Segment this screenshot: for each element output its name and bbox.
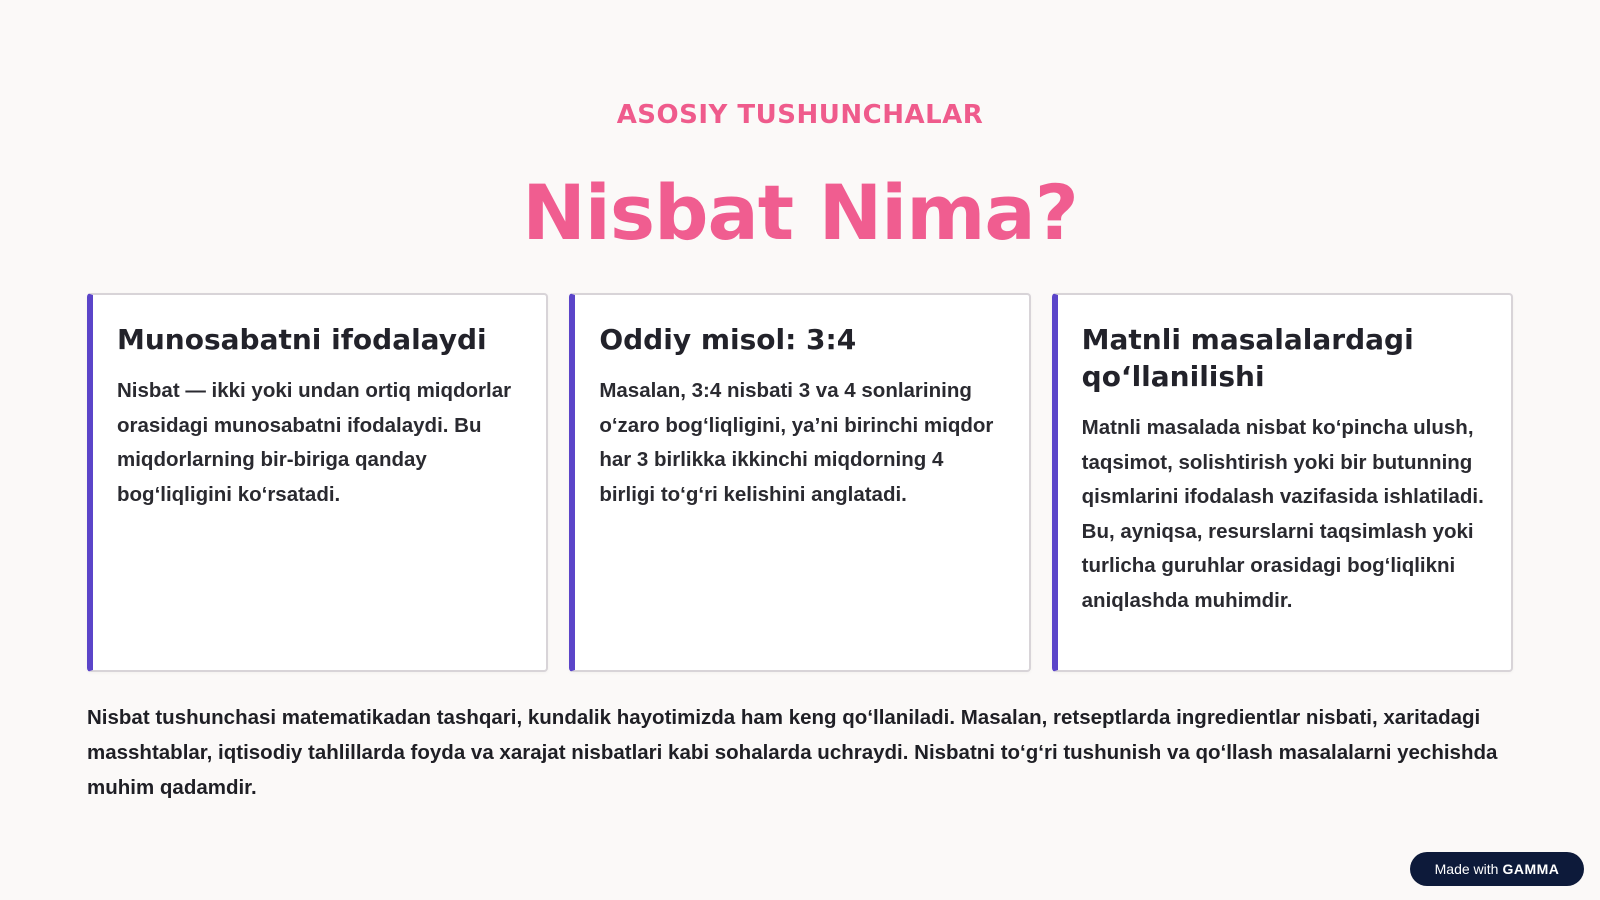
badge-prefix: Made with (1434, 861, 1499, 877)
card-title: Munosabatni ifodalaydi (117, 323, 487, 356)
card-title: Oddiy misol: 3:4 (599, 323, 857, 356)
gamma-logo: GAMMA (1502, 861, 1560, 877)
page-title: Nisbat Nima? (522, 168, 1078, 257)
made-with-gamma-badge[interactable] (1410, 852, 1584, 886)
footer-paragraph: Nisbat tushunchasi matematikadan tashqari, kundalik hayotimizda ham keng qo‘llaniladi. Masalan, retseptlarda ingredientlar nisbati, xaritadagi masshtablar, iqtisodiy tahlillarda foyda va xarajat nisbatlari kabi sohalarda uchraydi. Nisbatni to‘g‘ri tushunish va qo‘llash masalalarni yechishda muhim qadamdir. (87, 706, 1498, 799)
card-oddiy-misol (569, 293, 1030, 672)
card-body: Matnli masalada nisbat ko‘pincha ulush, taqsimot, solishtirish yoki bir butunning qismlarini ifodalash vazifasida ishlatiladi. Bu, ayniqsa, resurslarni taqsimlash yoki turlicha guruhlar orasidagi bog‘liqlikni aniqlashda muhimdir. (1081, 416, 1484, 612)
card-body: Nisbat — ikki yoki undan ortiq miqdorlar orasidagi munosabatni ifodalaydi. Bu miqdorlarning bir-biriga qanday bog‘liqligini ko‘rsatadi. (117, 379, 512, 506)
card-munosabat (87, 293, 548, 672)
card-matnli-masalalar (1052, 293, 1513, 672)
card-title: Matnli masalalardagi qo‘llanilishi (1081, 323, 1414, 393)
cards-row (87, 293, 1513, 672)
section-eyebrow: ASOSIY TUSHUNCHALAR (616, 100, 984, 130)
card-body: Masalan, 3:4 nisbati 3 va 4 sonlarining o‘zaro bog‘liqligini, ya’ni birinchi miqdor har 3 birlikka ikkinchi miqdorning 4 birligi to‘g‘ri kelishini anglatadi. (599, 379, 994, 506)
